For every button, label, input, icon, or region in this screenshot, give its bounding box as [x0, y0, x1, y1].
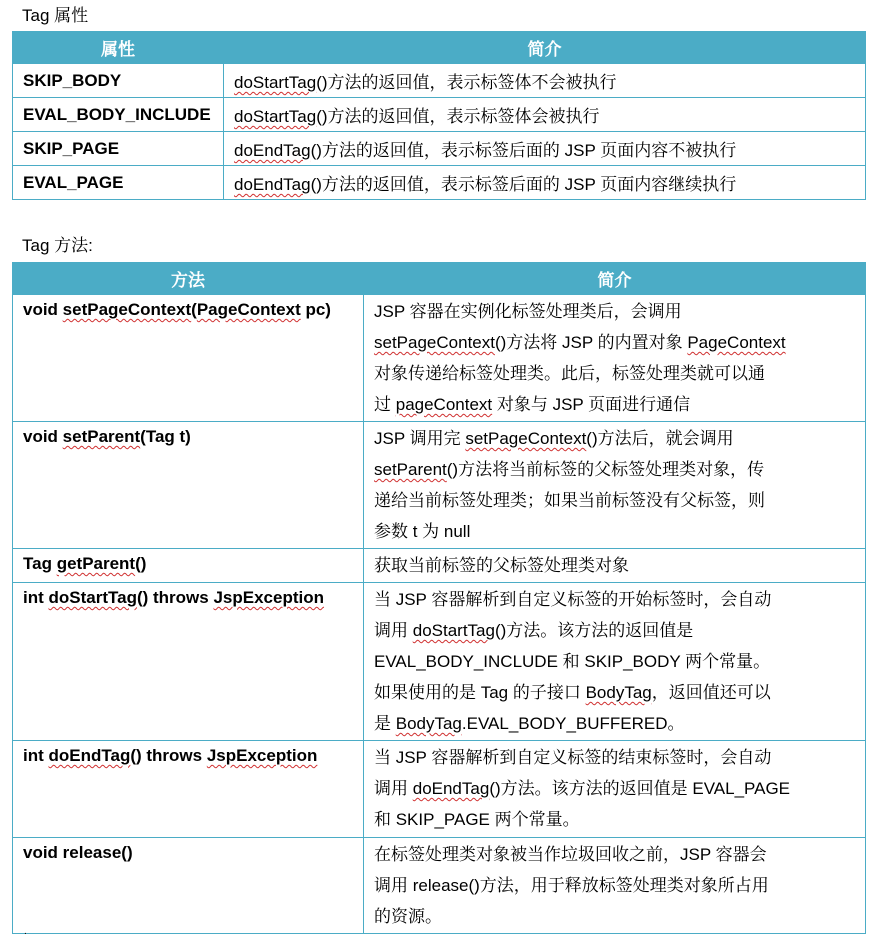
table-row: [13, 295, 866, 422]
attribute-description: doStartTag()方法的返回值，表示标签体不会被执行: [224, 64, 866, 98]
tag-attributes-table: [12, 31, 866, 200]
table-row: [13, 98, 866, 132]
attribute-name: EVAL_BODY_INCLUDE: [13, 98, 224, 132]
tag-attributes-title: Tag 属性: [22, 6, 89, 25]
table-row: [13, 549, 866, 583]
method-signature: void setPageContext(PageContext pc): [13, 295, 364, 422]
method-description: 当 JSP 容器解析到自定义标签的开始标签时，会自动 调用 doStartTag()方法。该方法的返回值是 EVAL_BODY_INCLUDE 和 SKIP_BODY 两个常量。 如果使用的是 Tag 的子接口 BodyTag，返回值还可以 是 BodyTag.EVAL_BODY_BUFFERED。: [364, 583, 866, 741]
table-row: [13, 132, 866, 166]
table-row: [13, 422, 866, 549]
method-signature: Tag getParent(): [13, 549, 364, 583]
method-description: 在标签处理类对象被当作垃圾回收之前，JSP 容器会 调用 release()方法，用于释放标签处理类对象所占用 的资源。: [364, 838, 866, 934]
table-row: [13, 166, 866, 200]
method-signature: void release(): [13, 838, 364, 934]
attribute-description: doEndTag()方法的返回值，表示标签后面的 JSP 页面内容不被执行: [224, 132, 866, 166]
header-attribute: 属性: [13, 32, 224, 64]
method-signature: void setParent(Tag t): [13, 422, 364, 549]
header-description: 简介: [224, 32, 866, 64]
method-description: 获取当前标签的父标签处理类对象: [364, 549, 866, 583]
method-description: JSP 调用完 setPageContext()方法后，就会调用 setParent()方法将当前标签的父标签处理类对象，传 递给当前标签处理类；如果当前标签没有父标签，则 参数 t 为 null: [364, 422, 866, 549]
tag-methods-title: Tag 方法:: [22, 236, 93, 255]
method-description: JSP 容器在实例化标签处理类后，会调用 setPageContext()方法将 JSP 的内置对象 PageContext 对象传递给标签处理类。此后，标签处理类就可以通 过 pageContext 对象与 JSP 页面进行通信: [364, 295, 866, 422]
table-row: [13, 838, 866, 934]
attribute-name: SKIP_BODY: [13, 64, 224, 98]
paragraph-mark: .: [24, 926, 27, 937]
attribute-name: EVAL_PAGE: [13, 166, 224, 200]
table-row: [13, 583, 866, 741]
method-description: 当 JSP 容器解析到自定义标签的结束标签时，会自动 调用 doEndTag()方法。该方法的返回值是 EVAL_PAGE 和 SKIP_PAGE 两个常量。: [364, 741, 866, 838]
header-method: 方法: [13, 263, 364, 295]
tag-methods-table: [12, 262, 866, 937]
attribute-name: SKIP_PAGE: [13, 132, 224, 166]
method-signature: int doStartTag() throws JspException: [13, 583, 364, 741]
attribute-description: doStartTag()方法的返回值，表示标签体会被执行: [224, 98, 866, 132]
method-signature: int doEndTag() throws JspException: [13, 741, 364, 838]
table-row: [13, 741, 866, 838]
header-description: 简介: [364, 263, 866, 295]
table-row: [13, 64, 866, 98]
attribute-description: doEndTag()方法的返回值，表示标签后面的 JSP 页面内容继续执行: [224, 166, 866, 200]
